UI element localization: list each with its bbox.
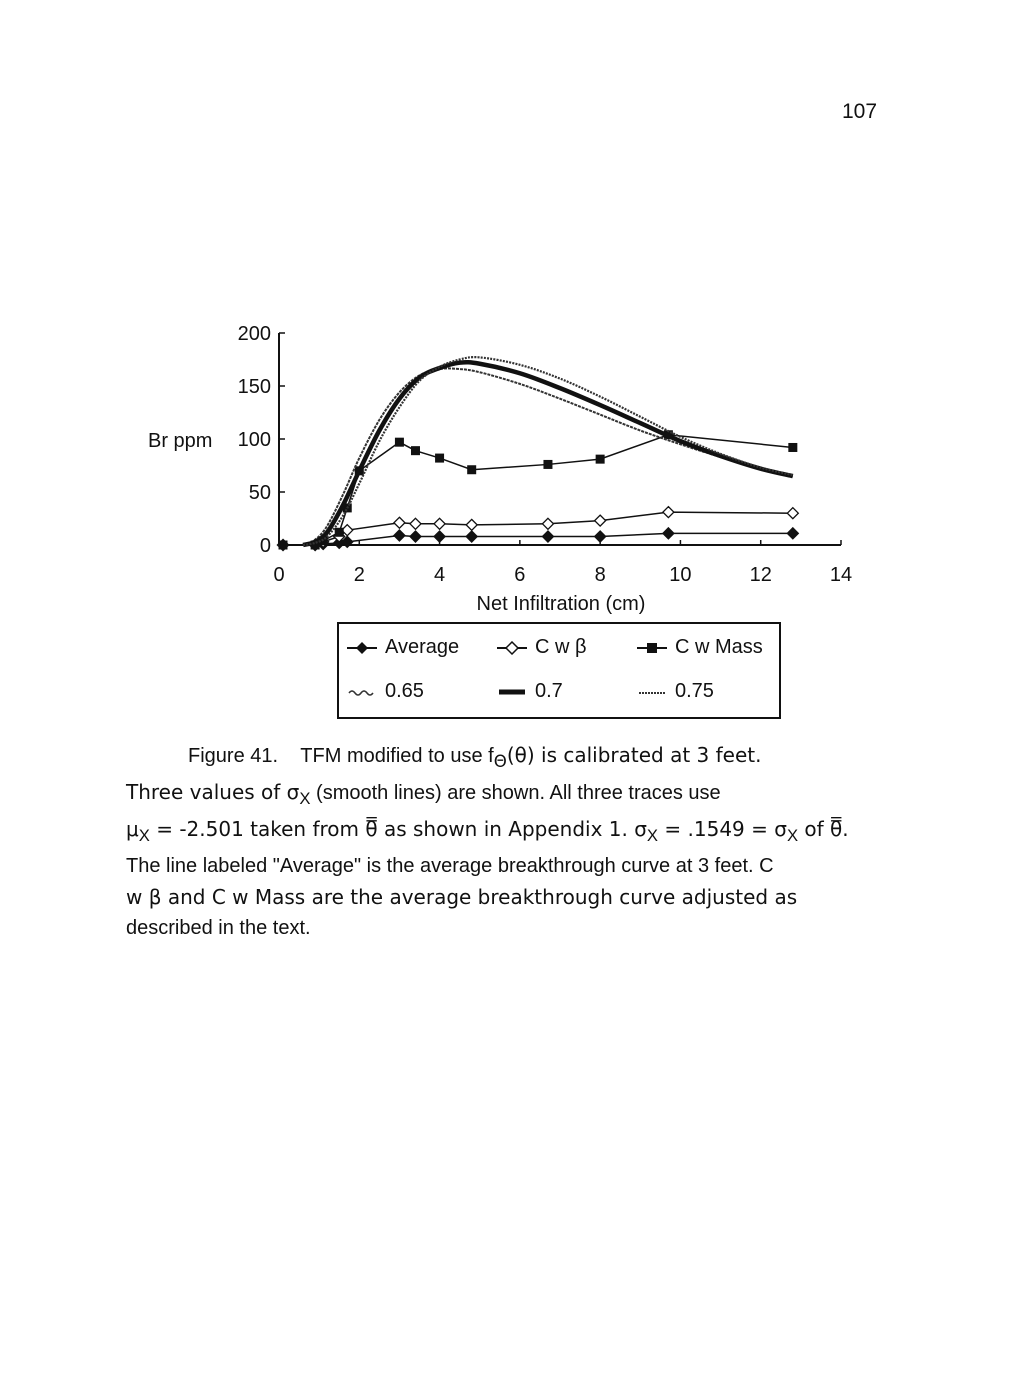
chart-plot-area <box>278 357 799 550</box>
x-tick-label: 6 <box>514 564 526 586</box>
x-tick-label: 12 <box>749 564 772 586</box>
data-point-c-w-mass <box>395 438 404 447</box>
caption-subscript: X <box>786 826 799 845</box>
data-point-c-w-mass <box>411 446 420 455</box>
caption-subscript: X <box>138 826 150 845</box>
data-point-c-w-mass <box>335 528 344 537</box>
caption-line <box>126 740 886 777</box>
caption-text: (smooth lines) are shown. All three traces use <box>310 782 721 804</box>
caption-text: of θ̿. <box>798 817 849 841</box>
data-point-c-w <box>466 519 477 530</box>
y-tick-label: 100 <box>237 429 271 451</box>
caption-line: w β and C w Mass are the average breakthrough curve adjusted as <box>126 885 798 909</box>
data-point-c-w <box>542 518 553 529</box>
data-point-average <box>410 531 421 542</box>
y-tick-label: 200 <box>237 323 271 345</box>
x-tick-label: 8 <box>594 564 606 586</box>
data-point-c-w-mass <box>596 455 605 464</box>
data-point-average <box>787 528 798 539</box>
caption-text: μ <box>126 817 139 841</box>
legend-item-c-w-beta <box>497 636 587 659</box>
legend-item-average <box>347 636 459 659</box>
x-tick-label: 14 <box>829 564 853 586</box>
legend-label: C w Mass <box>675 636 763 658</box>
legend-label: C w β <box>535 636 587 658</box>
data-point-average <box>394 530 405 541</box>
caption-line <box>126 814 886 851</box>
caption-subscript: Θ <box>493 752 507 771</box>
thick-line-icon <box>497 685 527 699</box>
data-point-average <box>663 528 674 539</box>
y-tick-label: 150 <box>237 376 271 398</box>
legend-item-c-w-mass <box>637 636 763 659</box>
data-point-average <box>434 531 445 542</box>
x-tick-label: 2 <box>353 564 365 586</box>
caption-line: The line labeled "Average" is the average breakthrough curve at 3 feet. C <box>126 855 774 877</box>
data-point-c-w-mass <box>543 460 552 469</box>
open-diamond-marker-icon <box>497 641 527 655</box>
x-tick-label: 4 <box>434 564 446 586</box>
figure-caption <box>126 740 886 944</box>
caption-line <box>126 777 886 814</box>
chart-ticks <box>238 323 853 586</box>
caption-text: (θ) is calibrated at 3 feet. <box>506 743 762 767</box>
x-tick-label: 10 <box>669 564 692 586</box>
data-point-c-w-mass <box>467 465 476 474</box>
data-point-average <box>542 531 553 542</box>
caption-text: = -2.501 taken from θ̿ as shown in Appendix 1. σ <box>149 817 647 841</box>
thin-dotted-line-icon <box>637 685 667 699</box>
x-tick-label: 0 <box>273 564 285 586</box>
caption-subscript: X <box>646 826 659 845</box>
chart-legend <box>337 622 781 719</box>
legend-item-075 <box>637 680 714 703</box>
legend-item-07 <box>497 680 563 703</box>
page-number: 107 <box>842 100 878 123</box>
caption-line: described in the text. <box>126 917 311 939</box>
caption-figure-number: Figure 41. <box>188 745 279 767</box>
legend-item-065 <box>347 680 424 703</box>
data-point-c-w <box>434 518 445 529</box>
breakthrough-chart <box>0 0 1028 620</box>
caption-text: = .1549 = σ <box>658 817 787 841</box>
data-point-c-w-mass <box>279 541 288 550</box>
y-tick-label: 0 <box>259 535 271 557</box>
data-point-average <box>595 531 606 542</box>
legend-label: 0.7 <box>535 680 563 702</box>
legend-label: 0.75 <box>675 680 714 702</box>
data-point-c-w <box>787 508 798 519</box>
data-point-c-w <box>394 517 405 528</box>
legend-label: Average <box>385 636 460 658</box>
data-point-c-w <box>595 515 606 526</box>
caption-text: Three values of σ <box>126 780 300 804</box>
legend-label: 0.65 <box>385 680 424 702</box>
filled-square-marker-icon <box>637 641 667 655</box>
filled-diamond-marker-icon <box>347 641 377 655</box>
caption-subscript: X <box>299 789 311 808</box>
caption-text: TFM modified to use f <box>300 745 494 767</box>
y-axis-label: Br ppm <box>148 430 213 452</box>
data-point-average <box>466 531 477 542</box>
x-axis-label: Net Infiltration (cm) <box>476 593 646 615</box>
data-point-c-w-mass <box>788 443 797 452</box>
data-point-c-w <box>663 507 674 518</box>
y-tick-label: 50 <box>248 482 271 504</box>
data-point-c-w-mass <box>435 454 444 463</box>
data-point-c-w <box>410 518 421 529</box>
thin-wavy-line-icon <box>347 685 377 699</box>
